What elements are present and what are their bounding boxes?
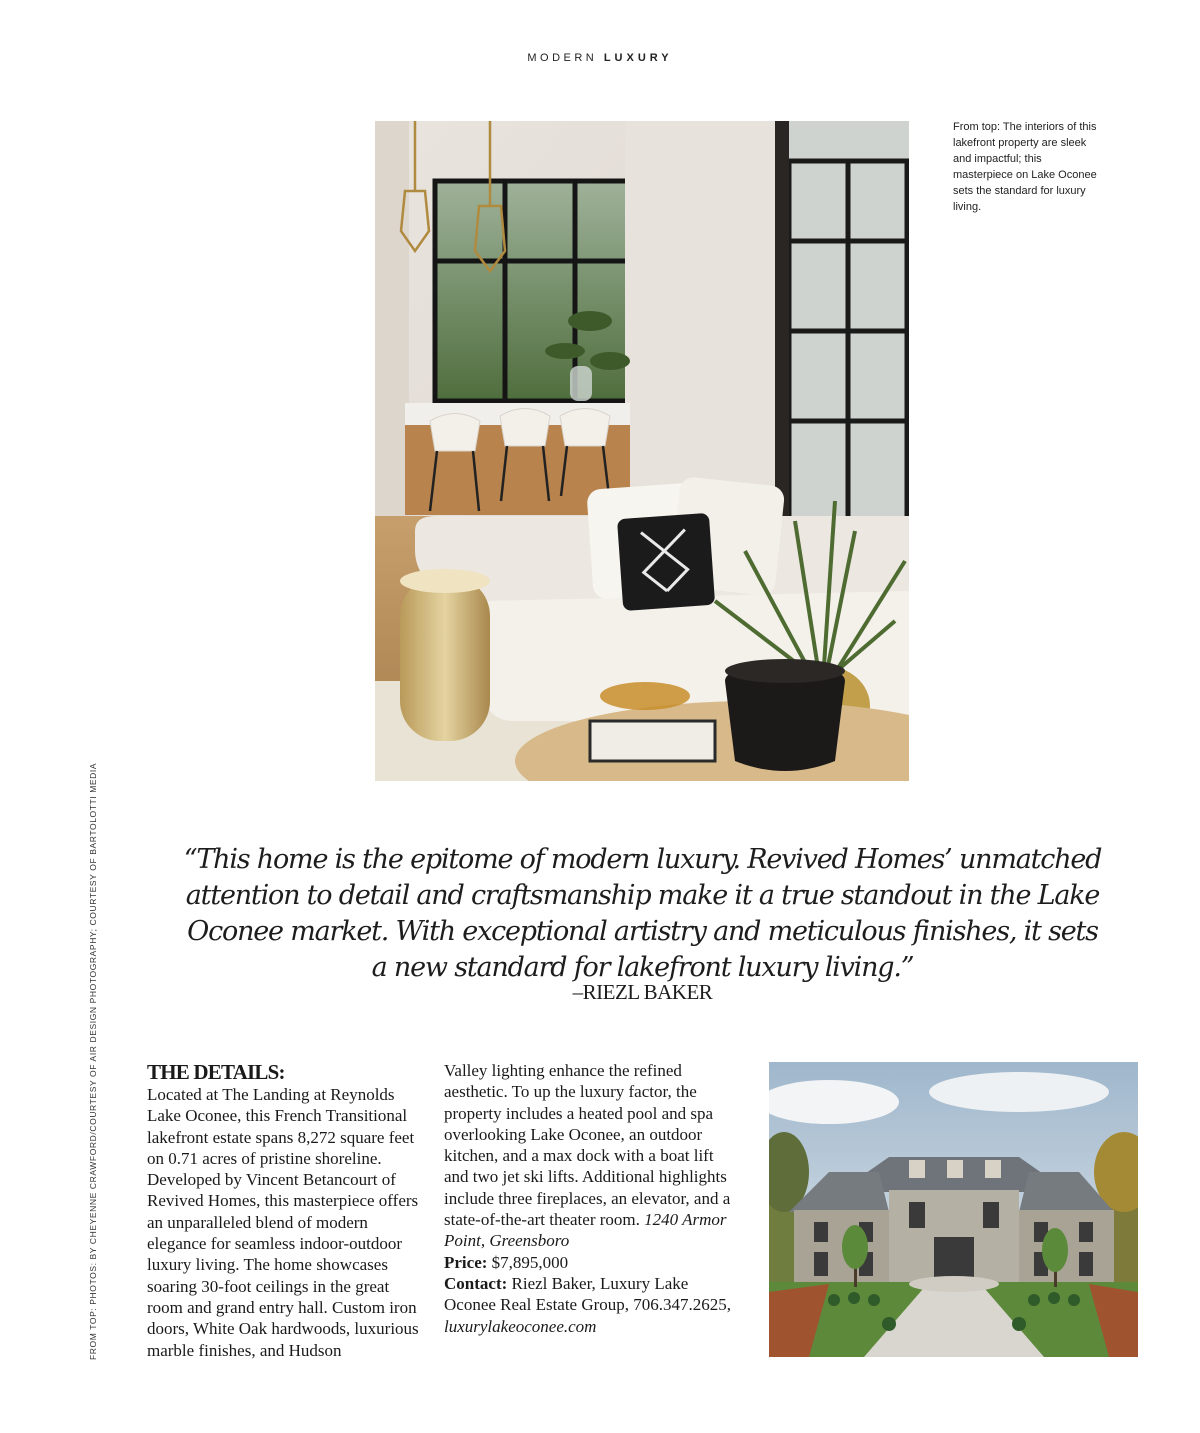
website-link[interactable]: luxurylakeoconee.com	[444, 1316, 597, 1336]
pull-quote: “This home is the epitome of modern luxury. Revived Homes’ unmatched attention to detail and craftsmanship make it a true standout in the Lake Oconee market. With exceptional artistry and meticulous finishes, it sets a new standard for lakefront luxury living.”	[183, 844, 1102, 983]
details-body-continued	[444, 1060, 734, 1252]
details-column-1	[147, 1060, 422, 1361]
price-line	[444, 1252, 734, 1273]
price-value: $7,895,000	[491, 1252, 569, 1272]
details-column-2	[444, 1060, 734, 1337]
details-heading: THE DETAILS:	[147, 1060, 285, 1084]
quote-author: –RIEZL BAKER	[572, 980, 713, 1004]
property-address: 1240 Armor Point, Greensboro	[444, 1210, 727, 1251]
contact-line	[444, 1273, 734, 1337]
masthead-light: MODERN	[527, 52, 598, 64]
exterior-photo	[769, 1062, 1138, 1357]
price-label: Price:	[444, 1252, 488, 1272]
masthead-bold: LUXURY	[603, 52, 673, 64]
masthead	[0, 52, 1200, 64]
details-body-part-2: Valley lighting enhance the refined aesthetic. To up the luxury factor, the property includes a heated pool and spa overlooking Lake Oconee, an outdoor kitchen, and a max dock with a boat lift and two jet ski lifts. Additional highlights include three fireplaces, an elevator, and a state-of-the-art theater room.	[444, 1061, 731, 1230]
photo-credit: FROM TOP: PHOTOS: BY CHEYENNE CRAWFORD/COURTESY OF AIR DESIGN PHOTOGRAPHY; COURTESY OF BARTOLOTTI MEDIA	[88, 762, 98, 1360]
contact-value: Riezl Baker, Luxury Lake Oconee Real Estate Group, 706.347.2625,	[444, 1273, 732, 1315]
photo-caption: From top: The interiors of this lakefront property are sleek and impactful; this masterpiece on Lake Oconee sets the standard for luxury living.	[953, 121, 1097, 213]
interior-photo	[375, 121, 909, 781]
details-body-part-1: Located at The Landing at Reynolds Lake Oconee, this French Transitional lakefront estate spans 8,272 square feet on 0.71 acres of pristine shoreline. Developed by Vincent Betancourt of Revived Homes, this masterpiece offers an unparalleled blend of modern elegance for seamless indoor-outdoor luxury living. The home showcases soaring 30-foot ceilings in the great room and grand entry hall. Custom iron doors, White Oak hardwoods, luxurious marble finishes, and Hudson	[147, 1085, 419, 1360]
contact-label: Contact:	[444, 1273, 508, 1293]
